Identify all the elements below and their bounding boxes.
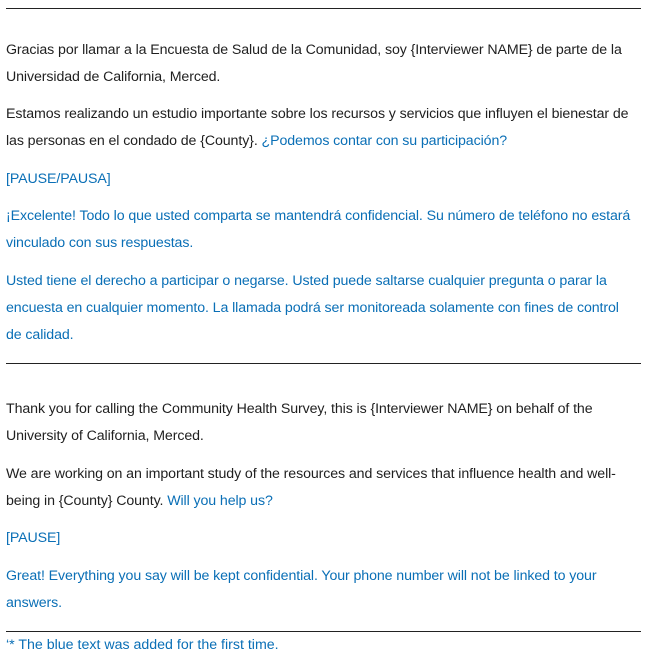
spanish-pause: [PAUSE/PAUSA]	[6, 171, 111, 187]
spanish-study-intro	[6, 101, 638, 155]
spanish-study-intro-text: Estamos realizando un estudio importante sobre los recursos y servicios que influyen el bienestar de las personas en el condado de {County}.	[6, 106, 629, 149]
english-pause: [PAUSE]	[6, 530, 61, 546]
spanish-rights: Usted tiene el derecho a participar o negarse. Usted puede saltarse cualquier pregunta o parar la encuesta en cualquier momento. La llamada podrá ser monitoreada solamente con fines de control de calidad.	[6, 273, 619, 343]
english-study-intro	[6, 461, 638, 515]
footnote: ‘* The blue text was added for the first time.	[6, 637, 279, 653]
english-study-intro-text: We are working on an important study of the resources and services that influence health and well-being in {County} County.	[6, 466, 616, 509]
top-divider	[6, 8, 641, 9]
english-greeting: Thank you for calling the Community Health Survey, this is {Interviewer NAME} on behalf of the University of California, Merced.	[6, 401, 593, 444]
spanish-confidential: ¡Excelente! Todo lo que usted comparta se mantendrá confidencial. Su número de teléfono no estará vinculado con sus respuestas.	[6, 208, 631, 251]
footnote-divider	[6, 631, 641, 632]
spanish-greeting: Gracias por llamar a la Encuesta de Salud de la Comunidad, soy {Interviewer NAME} de parte de la Universidad de California, Merced.	[6, 42, 622, 85]
english-confidential: Great! Everything you say will be kept confidential. Your phone number will not be linked to your answers.	[6, 568, 597, 611]
english-study-question: Will you help us?	[167, 493, 273, 509]
spanish-study-question: ¿Podemos contar con su participación?	[261, 133, 508, 149]
section-divider	[6, 363, 641, 364]
